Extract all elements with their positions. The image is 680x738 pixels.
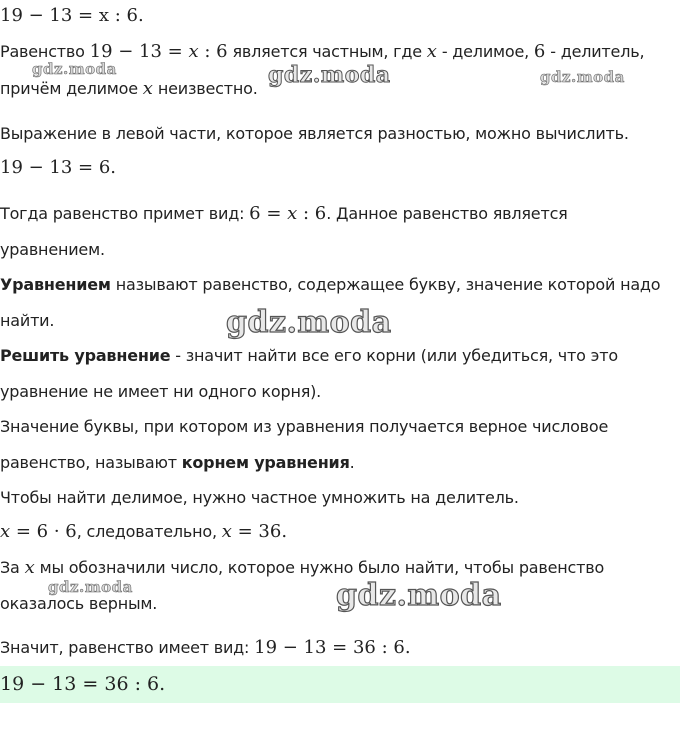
watermark: gdz.moda [540,68,625,86]
definition-solve: Решить уравнение - значит найти все его корни (или убедиться, что это [0,346,618,365]
watermark: gdz.moda [336,578,502,613]
watermark: gdz.moda [48,578,133,596]
answer-box [0,666,680,703]
definition-root-cont: равенство, называют корнем уравнения. [0,453,355,472]
text-line-final: Значит, равенство имеет вид: 19 − 13 = 36 : 6. [0,637,411,658]
watermark: gdz.moda [226,305,392,340]
answer-equation: 19 − 13 = 36 : 6. [0,673,166,695]
text-line-rule: Чтобы найти делимое, нужно частное умножить на делитель. [0,488,519,507]
watermark: gdz.moda [268,62,391,88]
equation-difference: 19 − 13 = 6. [0,157,117,178]
equation-solution: x = 6 · 6, следовательно, x = 36. [0,521,288,542]
definition-equation-cont: найти. [0,311,55,330]
text-line-left-side: Выражение в левой части, которое является разностью, можно вычислить. [0,124,629,143]
text-line-new-form: Тогда равенство примет вид: 6 = x : 6. Данное равенство является [0,203,568,224]
equation-original: 19 − 13 = x : 6. [0,5,144,26]
text-line-x-meaning-cont: оказалось верным. [0,594,158,613]
text-line-x-meaning: За x мы обозначили число, которое нужно было найти, чтобы равенство [0,557,605,578]
text-line-unknown-dividend: причём делимое x неизвестно. [0,78,258,99]
watermark: gdz.moda [32,60,117,78]
definition-equation: Уравнением называют равенство, содержащее букву, значение которой надо [0,275,661,294]
definition-solve-cont: уравнение не имеет ни одного корня). [0,382,322,401]
definition-root: Значение буквы, при котором из уравнения получается верное числовое [0,417,609,436]
text-line-quotient: Равенство 19 − 13 = x : 6 является частным, где x - делимое, 6 - делитель, [0,41,645,62]
text-line-equation-word: уравнением. [0,240,105,259]
